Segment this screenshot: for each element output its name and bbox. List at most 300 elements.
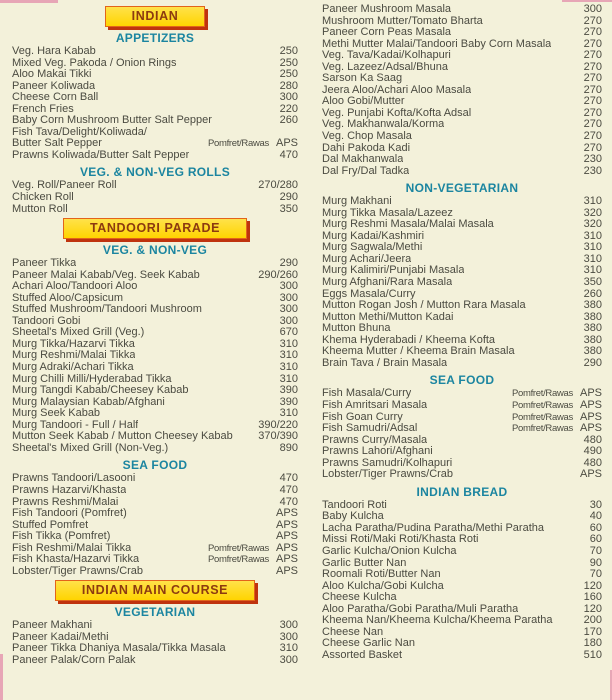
item-price: 170 [583,625,602,638]
item-price: 230 [583,153,602,166]
item-price: 290/260 [258,268,298,281]
item-price: 270/280 [258,179,298,192]
menu-item [322,323,602,335]
item-price: 310 [279,407,298,420]
item-price: 370/390 [258,430,298,443]
menu-item [322,219,602,231]
item-name: Murg Kalimiri/Punjabi Masala [322,265,465,277]
category-banner: INDIAN MAIN COURSE [55,580,255,601]
item-name: Lobster/Tiger Prawns/Crab [322,469,454,481]
item-price-group [280,655,298,667]
menu-item [322,85,602,97]
item-price: 270 [583,49,602,62]
item-price-group [584,277,602,289]
menu-item [12,69,298,81]
menu-item [322,523,602,535]
item-price: 670 [279,326,298,339]
item-name: Methi Mutter Malai/Tandoori Baby Corn Masala [322,38,552,50]
section-title: INDIAN BREAD [416,484,508,499]
item-name: Murg Malaysian Kabab/Afghani [12,396,165,408]
item-price: 270 [583,95,602,108]
item-price-group [280,362,298,374]
item-price: 70 [589,568,602,581]
item-name: Murg Tangdi Kabab/Cheesey Kabab [12,385,189,397]
menu-item [12,362,298,374]
menu-item [322,423,602,435]
item-price-group [280,485,298,497]
item-price-group [584,166,602,178]
item-name: Paneer Makhani [12,620,93,632]
item-name: Veg. Roll/Paneer Roll [12,180,117,192]
menu-item [12,339,298,351]
menu-item [322,196,602,208]
item-price: 120 [583,579,602,592]
item-name: Khema Hyderabadi / Kheema Kofta [322,334,496,346]
menu-section [322,4,602,177]
menu-item [12,420,298,432]
item-price: 250 [279,56,298,69]
item-name: Aloo Kulcha/Gobi Kulcha [322,580,444,592]
item-price: 300 [279,653,298,666]
item-price: 510 [583,648,602,661]
item-price: 270 [583,60,602,73]
item-price: 470 [279,495,298,508]
menu-item [322,254,602,266]
item-name: Prawns Samudri/Kolhapuri [322,457,453,469]
item-price-group [584,300,602,312]
menu-item [12,270,298,282]
scan-edge-top-right [562,0,612,2]
item-name: Prawns Hazarvi/Khasta [12,484,127,496]
menu-item [322,581,602,593]
menu-section [12,166,298,215]
menu-item [322,242,602,254]
menu-item [12,46,298,58]
item-name: Mutton Bhuna [322,323,391,335]
item-name: Prawns Koliwada/Butter Salt Pepper [12,149,190,161]
item-name: Baby Corn Mushroom Butter Salt Pepper [12,115,212,127]
item-price: 250 [279,68,298,81]
item-price: 260 [583,287,602,300]
item-price: 310 [279,642,298,655]
item-price: 290 [279,191,298,204]
item-name: Stuffed Mushroom/Tandoori Mushroom [12,304,202,316]
item-name: Lacha Paratha/Pudina Paratha/Methi Paratha [322,522,544,534]
menu-item [12,408,298,420]
menu-item [12,81,298,93]
item-price-group [280,69,298,81]
item-name: Murg Tandoori - Full / Half [12,419,139,431]
scan-edge-top-left [0,0,58,3]
menu-item [322,131,602,143]
menu-item [322,50,602,62]
item-price: APS [275,541,298,554]
menu-item [12,620,298,632]
item-price-group [512,400,602,412]
item-price-group [276,566,298,578]
menu-item [12,655,298,667]
item-name: Veg. Punjabi Kofta/Kofta Adsal [322,107,472,119]
item-price: 490 [583,445,602,458]
menu-item [12,632,298,644]
item-price: 60 [589,521,602,534]
menu-item [322,289,602,301]
item-price: APS [579,410,602,423]
menu-item [322,4,602,16]
item-name: French Fries [12,103,74,115]
menu-item [12,258,298,270]
item-price: 300 [279,314,298,327]
item-note: Pomfret/Rawas [511,423,573,435]
item-name: Murg Afghani/Rara Masala [322,277,453,289]
item-name: Kheema Mutter / Kheema Brain Masala [322,346,515,358]
section-title: NON-VEGETARIAN [405,181,519,196]
item-name: Murg Seek Kabab [12,408,101,420]
menu-item [322,62,602,74]
item-price: 290 [583,356,602,369]
item-name: Paneer Corn Peas Masala [322,27,452,39]
item-name: Veg. Makhanwala/Korma [322,119,445,131]
item-price: 350 [279,202,298,215]
item-price: APS [275,564,298,577]
menu-section [322,374,602,480]
category-banner: TANDOORI PARADE [63,218,247,239]
item-name: Murg Adraki/Achari Tikka [12,362,134,374]
menu-item [322,119,602,131]
item-name: Tandoori Roti [322,499,387,511]
menu-item [322,558,602,570]
item-price-group [280,192,298,204]
menu-item [12,566,298,578]
item-name: Prawns Lahori/Afghani [322,446,433,458]
item-name: Paneer Palak/Corn Palak [12,654,136,666]
menu-item [12,293,298,305]
item-name: Paneer Malai Kabab/Veg. Seek Kabab [12,269,200,281]
item-name: Murg Reshmi/Malai Tikka [12,350,136,362]
item-price: 350 [583,276,602,289]
item-name: Brain Tava / Brain Masala [322,357,448,369]
item-name: Murg Makhani [322,196,392,208]
item-price: APS [579,387,602,400]
item-price: 310 [279,361,298,374]
item-name: Tandoori Gobi [12,315,81,327]
item-price-group [280,385,298,397]
item-price: 300 [279,291,298,304]
item-price: 470 [279,472,298,485]
menu-item [322,400,602,412]
section-title: SEA FOOD [122,458,188,473]
menu-item [322,16,602,28]
menu-item [322,650,602,662]
item-name: Fish Goan Curry [322,411,403,423]
menu-column-2 [322,3,602,667]
menu-item [12,327,298,339]
item-note: Pomfret/Rawas [207,138,269,150]
item-price: 320 [583,218,602,231]
item-price: 300 [583,3,602,15]
item-price-group [590,546,602,558]
item-price: 270 [583,14,602,27]
category-banner-wrap [12,6,298,27]
item-price: 380 [583,333,602,346]
menu-item [12,204,298,216]
item-price-group [280,204,298,216]
menu-item [12,127,298,139]
item-name: Dal Makhanwala [322,154,404,166]
item-name: Veg. Lazeez/Adsal/Bhuna [322,61,448,73]
menu-item [322,231,602,243]
item-price-group [280,115,298,127]
item-name: Murg Tikka/Hazarvi Tikka [12,338,135,350]
menu-item [12,138,298,150]
item-name: Fish Tandoori (Pomfret) [12,508,127,520]
item-name: Mutton Seek Kabab / Mutton Cheesey Kabab [12,431,233,443]
item-price: 300 [279,619,298,632]
menu-item [322,346,602,358]
item-name: Veg. Hara Kabab [12,46,96,57]
item-price: APS [275,137,298,150]
item-price: 70 [589,544,602,557]
item-name: Fish Khasta/Hazarvi Tikka [12,554,140,566]
item-price: 310 [279,337,298,350]
item-name: Murg Chilli Milli/Hyderabad Tikka [12,373,172,385]
item-price: 380 [583,322,602,335]
item-name: Cheese Corn Ball [12,92,99,104]
section-title: VEG. & NON-VEG [102,243,208,258]
item-price: APS [275,553,298,566]
item-price: 300 [279,91,298,104]
menu-item [322,627,602,639]
menu-item [12,374,298,386]
item-name: Murg Tikka Masala/Lazeez [322,207,453,219]
item-name: Fish Amritsari Masala [322,399,428,411]
menu-item [12,115,298,127]
menu-item [322,546,602,558]
menu-item [12,431,298,443]
menu-item [322,638,602,650]
item-price: 480 [583,456,602,469]
item-price-group [276,531,298,543]
menu-item [12,104,298,116]
menu-section [12,459,298,577]
item-price: 270 [583,106,602,119]
item-name: Prawns Reshmi/Malai [12,496,119,508]
item-name: Roomali Roti/Butter Nan [322,569,441,581]
menu-section [322,182,602,369]
item-name: Fish Samudri/Adsal [322,423,418,435]
item-price: 310 [583,241,602,254]
menu-item [322,412,602,424]
item-price: 310 [583,264,602,277]
item-price-group [280,258,298,270]
menu-item [322,358,602,370]
item-price: 120 [583,602,602,615]
menu-item [12,192,298,204]
item-price: 280 [279,79,298,92]
item-name: Prawns Curry/Masala [322,434,428,446]
menu-item [322,154,602,166]
menu-item [322,435,602,447]
item-name: Stuffed Aloo/Capsicum [12,292,124,304]
item-name: Lobster/Tiger Prawns/Crab [12,565,144,577]
menu-item [12,554,298,566]
item-price-group [584,154,602,166]
item-name: Fish Tikka (Pomfret) [12,531,111,543]
item-price: 270 [583,130,602,143]
item-price-group [584,50,602,62]
item-price-group [584,131,602,143]
item-price: 480 [583,433,602,446]
menu-column-1 [12,3,298,667]
item-name: Paneer Kadai/Methi [12,631,109,643]
menu-item [322,388,602,400]
menu-item [322,592,602,604]
menu-item [12,350,298,362]
menu-item [12,443,298,455]
item-price: 390 [279,384,298,397]
item-name: Mixed Veg. Pakoda / Onion Rings [12,57,177,69]
item-name: Eggs Masala/Curry [322,288,416,300]
menu-item [12,643,298,655]
category-banner-wrap [12,218,298,239]
item-price: 470 [279,148,298,161]
menu-item [322,73,602,85]
item-name: Cheese Kulcha [322,592,397,604]
item-name: Cheese Nan [322,626,384,638]
item-name: Missi Roti/Maki Roti/Khasta Roti [322,534,479,546]
item-price: 290 [279,257,298,270]
item-price: APS [579,398,602,411]
section-title: VEG. & NON-VEG ROLLS [79,165,230,180]
menu-item [322,208,602,220]
item-name: Assorted Basket [322,649,403,661]
menu-item [322,166,602,178]
item-name: Kheema Nan/Kheema Kulcha/Kheema Paratha [322,615,553,627]
item-price-group [280,92,298,104]
item-name: Mutton Roll [12,203,68,215]
item-note: Pomfret/Rawas [207,542,269,554]
item-price: 270 [583,141,602,154]
item-price: APS [275,530,298,543]
menu-item [322,96,602,108]
item-name: Mushroom Mutter/Tomato Bharta [322,15,483,27]
item-price-group [280,150,298,162]
item-name: Paneer Mushroom Masala [322,4,452,15]
item-name: Stuffed Pomfret [12,519,89,531]
item-price: 250 [279,45,298,57]
menu-section [12,244,298,454]
item-name: Mutton Rogan Josh / Mutton Rara Masala [322,300,526,312]
menu-item [322,500,602,512]
item-price: 390 [279,395,298,408]
item-price: 270 [583,118,602,131]
menu-item [12,281,298,293]
item-price: 320 [583,206,602,219]
item-price-group [584,446,602,458]
item-price: 380 [583,345,602,358]
menu-item [322,469,602,481]
item-price: 40 [589,510,602,523]
menu-item [12,497,298,509]
menu-item [12,508,298,520]
item-price-group [584,27,602,39]
item-price: 60 [589,533,602,546]
item-price: 270 [583,72,602,85]
menu-item [12,180,298,192]
item-price: 380 [583,299,602,312]
item-name: Chicken Roll [12,192,74,204]
menu-item [12,92,298,104]
item-price: 380 [583,310,602,323]
category-banner: INDIAN [105,6,206,27]
menu-item [322,446,602,458]
item-note: Pomfret/Rawas [207,554,269,566]
item-name: Jeera Aloo/Achari Aloo Masala [322,84,472,96]
item-price-group [276,508,298,520]
item-name: Dal Fry/Dal Tadka [322,165,410,177]
item-price: 180 [583,637,602,650]
menu-item [322,27,602,39]
item-note: Pomfret/Rawas [511,411,573,423]
item-price: 310 [279,349,298,362]
item-price: APS [275,507,298,520]
menu-item [322,312,602,324]
item-name: Baby Kulcha [322,511,384,523]
item-name: Murg Reshmi Masala/Malai Masala [322,219,494,231]
item-note: Pomfret/Rawas [511,388,573,400]
section-title: SEA FOOD [429,373,495,388]
scan-edge-bottom-left [0,654,3,700]
item-price: 310 [279,372,298,385]
menu-item [322,265,602,277]
item-price-group [580,469,602,481]
menu-item [322,143,602,155]
item-price: 30 [589,498,602,511]
menu-item [322,300,602,312]
menu-item [322,335,602,347]
item-name: Murg Achari/Jeera [322,253,412,265]
section-title: VEGETARIAN [114,605,196,620]
section-title: APPETIZERS [115,31,195,45]
menu-item [322,615,602,627]
menu-item [12,150,298,162]
category-banner-wrap [12,580,298,601]
menu-section [322,486,602,662]
item-name: Fish Reshmi/Malai Tikka [12,542,132,554]
item-name: Veg. Tava/Kadai/Kolhapuri [322,50,451,62]
item-name: Aloo Makai Tikki [12,69,92,81]
menu-item [12,485,298,497]
item-price-group [280,443,298,455]
item-price: 270 [583,26,602,39]
item-price-group [584,650,602,662]
item-name: Sheetal's Mixed Grill (Veg.) [12,327,145,339]
item-price-group [512,423,602,435]
item-price-group [584,358,602,370]
item-price: 220 [279,102,298,115]
item-name: Veg. Chop Masala [322,131,412,143]
menu-item [12,531,298,543]
item-price-group [590,569,602,581]
item-price: 270 [583,37,602,50]
item-price: 890 [279,441,298,454]
item-name: Garlic Kulcha/Onion Kulcha [322,545,457,557]
item-price: 230 [583,164,602,177]
item-price: 310 [583,229,602,242]
menu-item [12,304,298,316]
menu-item [12,473,298,485]
item-name: Cheese Garlic Nan [322,638,415,650]
